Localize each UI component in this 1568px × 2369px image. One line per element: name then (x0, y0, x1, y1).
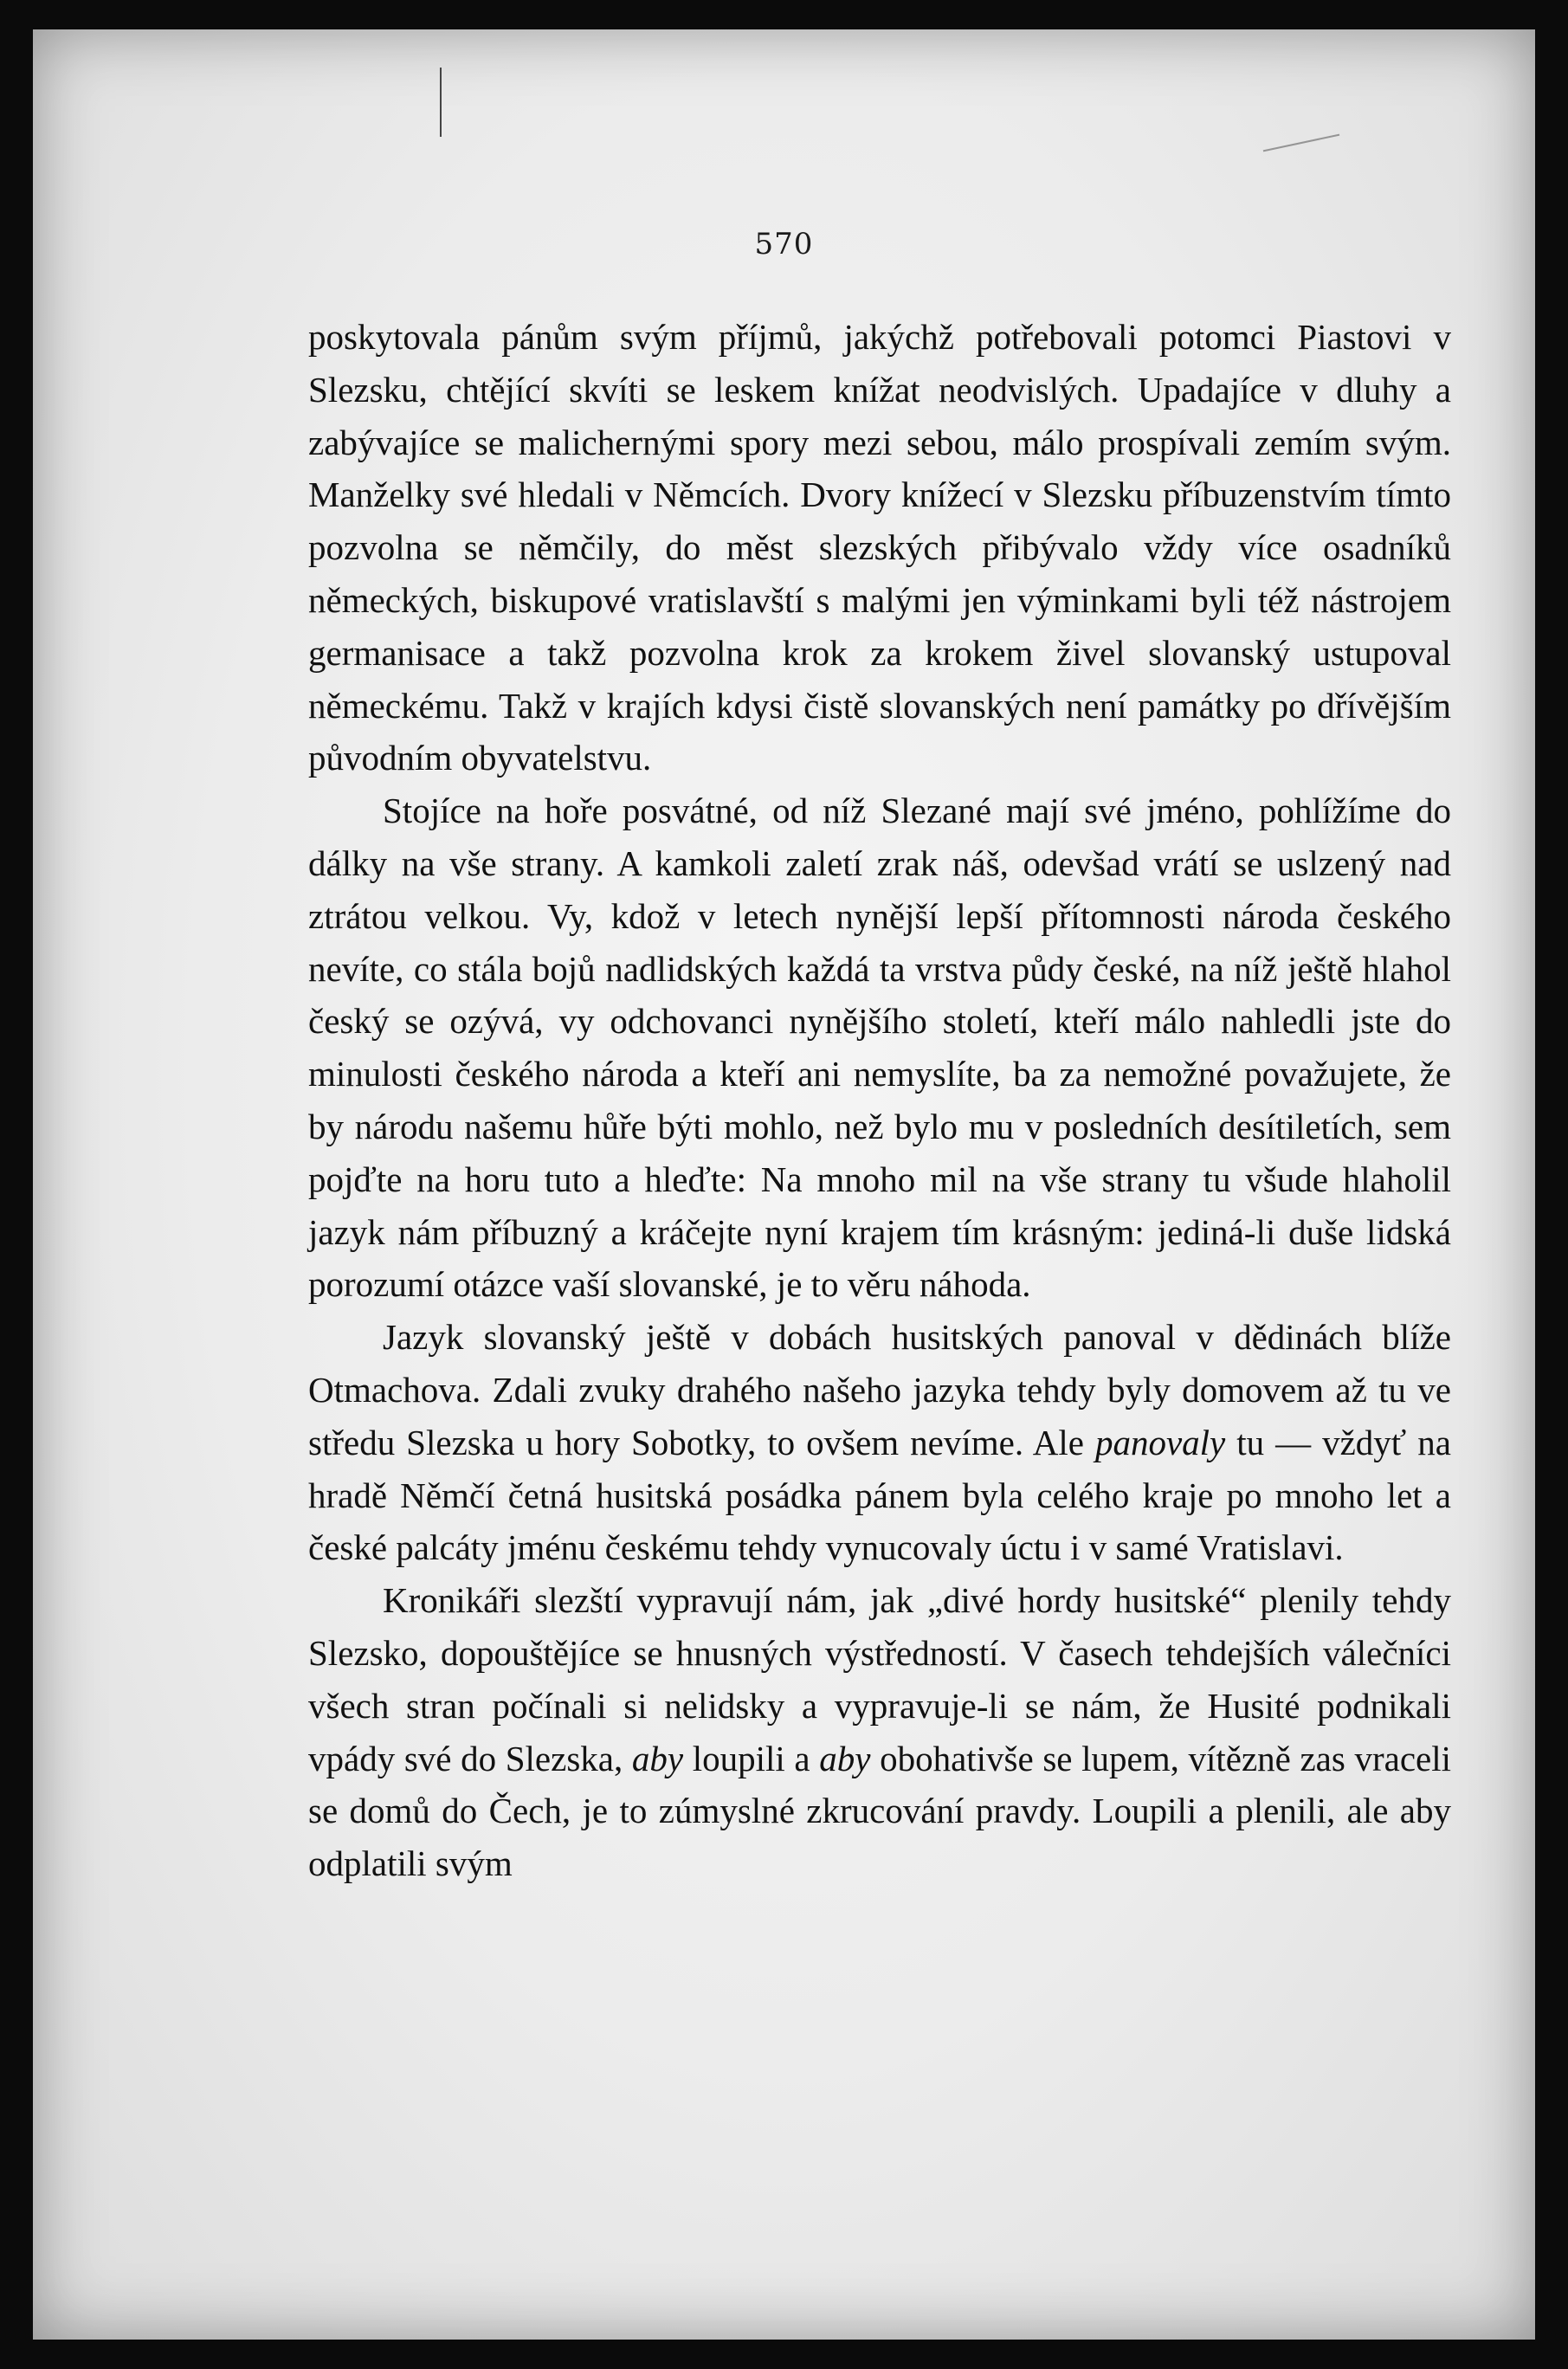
paragraph-3-text-a: Jazyk slovanský ještě v dobách husitských panoval v dědinách blíže Otmachova. Zdali zvuky drahého našeho jazyka tehdy byly domovem až tu ve středu Slezska u hory Sobotky, to ovšem nevíme. Ale (308, 1317, 1451, 1462)
paragraph-4-text-b: loupili a (683, 1738, 820, 1778)
paragraph-1 (308, 311, 1451, 784)
page-number: 570 (754, 227, 814, 261)
paragraph-2-text: Stojíce na hoře posvátné, od níž Slezané mají své jméno, pohlížíme do dálky na vše strany. A kamkoli zaletí zrak náš, odevšad vrátí se uslzený nad ztrátou velkou. Vy, kdož v letech nynější lepší přítomnosti národa českého nevíte, co stála bojů nadlidských každá ta vrstva půdy české, na níž ještě hlahol český se ozývá, vy odchovanci nynějšího století, kteří málo nahledli jste do minulosti českého národa a kteří ani nemyslíte, ba za nemožné považujete, že by národu našemu hůře býti mohlo, než bylo mu v posledních desítiletích, sem pojďte na horu tuto a hleďte: Na mnoho mil na vše strany tu všude hlaholil jazyk nám příbuzný a kráčejte nyní krajem tím krásným: jediná-li duše lidská porozumí otázce vaší slovanské, je to věru náhoda. (308, 791, 1451, 1305)
paragraph-2 (308, 784, 1451, 1311)
paragraph-3-text-b: tu — vždyť na hradě Němčí četná husitská posádka pánem byla celého kraje po mnoho let a české palcáty jménu českému tehdy vynucovaly úctu i v samé Vratislavi. (308, 1422, 1451, 1568)
body-text (308, 311, 1451, 1890)
scan-artifact (440, 68, 442, 137)
paragraph-3 (308, 1311, 1451, 1574)
paragraph-4 (308, 1574, 1451, 1890)
paragraph-4-text-a: Kronikáři slezští vypravují nám, jak „divé hordy husitské“ plenily tehdy Slezsko, dopouštějíce se hnusných výstředností. V časech tehdejších válečníci všech stran počínali si nelidsky a vypravuje-li se nám, že Husité podnikali vpády své do Slezska, (308, 1580, 1451, 1778)
scan-artifact (1263, 134, 1339, 152)
paragraph-4-italic-word-1: aby (631, 1738, 684, 1778)
paragraph-1-text: poskytovala pánům svým příjmů, jakýchž potřebovali potomci Piastovi v Slezsku, chtějící skvíti se leskem knížat neodvislých. Upadajíce v dluhy a zabývajíce se malichernými spory mezi sebou, málo prospívali zemím svým. Manželky své hledali v Němcích. Dvory knížecí v Slezsku příbuzenstvím tímto pozvolna se němčily, do měst slezských přibývalo vždy více osadníků německých, biskupové vratislavští s malými jen výminkami byli též nástrojem germanisace a takž pozvolna krok za krokem živel slovanský ustupoval německému. Takž v krajích kdysi čistě slovanských není památky po dřívějším původním obyvatelstvu. (308, 317, 1451, 778)
paragraph-4-italic-word-2: aby (819, 1738, 871, 1778)
paragraph-4-text-c: obohativše se lupem, vítězně zas vraceli se domů do Čech, je to zúmyslné zkrucování pravdy. Loupili a plenili, ale aby odplatili svým (308, 1738, 1451, 1884)
paragraph-3-italic-word: panovaly (1094, 1422, 1226, 1462)
scanned-page (33, 29, 1535, 2340)
